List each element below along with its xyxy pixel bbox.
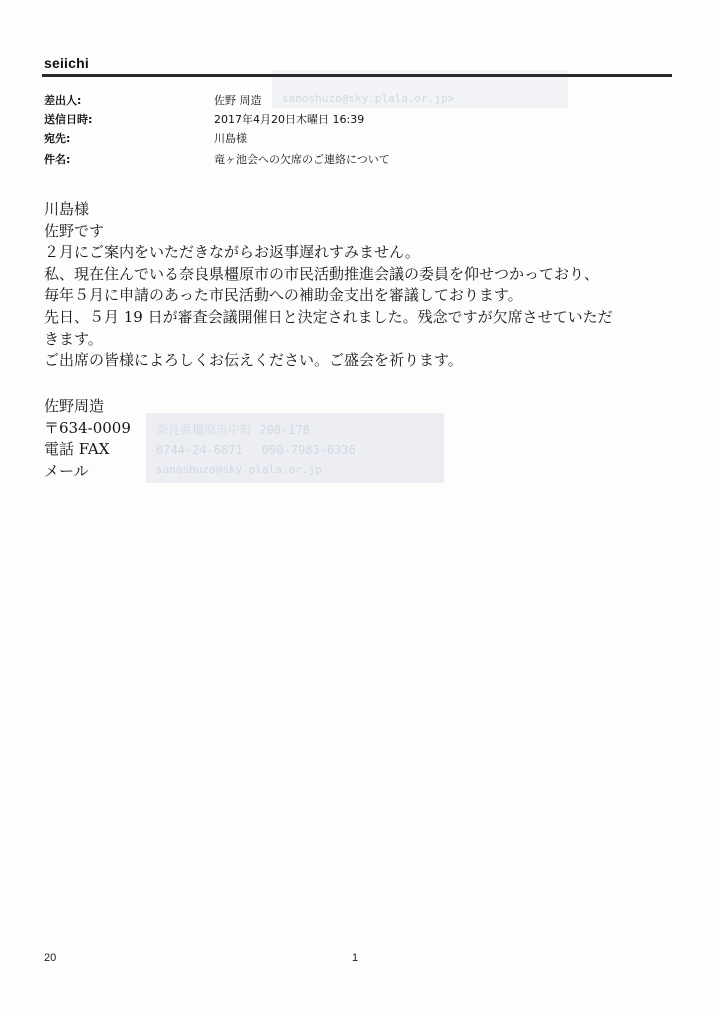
body-line: 川島様 xyxy=(44,200,90,218)
body-line: 私、現在住んでいる奈良県橿原市の市民活動推進会議の委員を仰せつかっており、 xyxy=(44,264,600,283)
signature-name: 佐野周造 xyxy=(44,397,105,415)
body-line: ご出席の皆様によろしくお伝えください。ご盛会を祈ります。 xyxy=(44,351,463,370)
subject-value: 竜ヶ池会への欠席のご連絡について xyxy=(214,153,390,166)
redacted-contact-details: 奈良県橿原市中町 200-178 0744-24-6871 090-7983-6336 sanoshuzo@sky.plala.or.jp xyxy=(146,413,444,483)
from-value: 佐野 周造 xyxy=(214,94,262,107)
account-name: seiichi xyxy=(44,55,89,71)
subject-label: 件名: xyxy=(44,153,71,166)
email-body xyxy=(44,199,684,372)
header-divider xyxy=(42,74,672,77)
signature-block xyxy=(44,396,131,482)
signature-postal: 〒634-0009 xyxy=(44,418,131,437)
from-label: 差出人: xyxy=(44,94,82,107)
page-number: 1 xyxy=(352,952,359,964)
body-line: 毎年５月に申請のあった市民活動への補助金支出を審議しております。 xyxy=(44,286,523,305)
to-value: 川島様 xyxy=(214,132,247,145)
to-label: 宛先: xyxy=(44,132,71,145)
signature-mail-label: メール xyxy=(44,461,89,480)
sent-value: 2017年4月20日木曜日 16:39 xyxy=(214,113,365,126)
body-line: 佐野です xyxy=(44,221,105,240)
body-line: きます。 xyxy=(44,329,103,348)
signature-phone-fax-label: 電話 FAX xyxy=(44,440,110,459)
body-line: 先日、５月 19 日が審査会議開催日と決定されました。残念ですが欠席させていただ xyxy=(44,307,613,326)
sent-label: 送信日時: xyxy=(44,113,93,126)
redacted-sender-address: sanoshuzo@sky.plala.or.jp> xyxy=(272,70,568,108)
body-line: ２月にご案内をいただきながらお返事遅れすみません。 xyxy=(44,243,420,262)
footer-left-number: 20 xyxy=(44,952,57,964)
